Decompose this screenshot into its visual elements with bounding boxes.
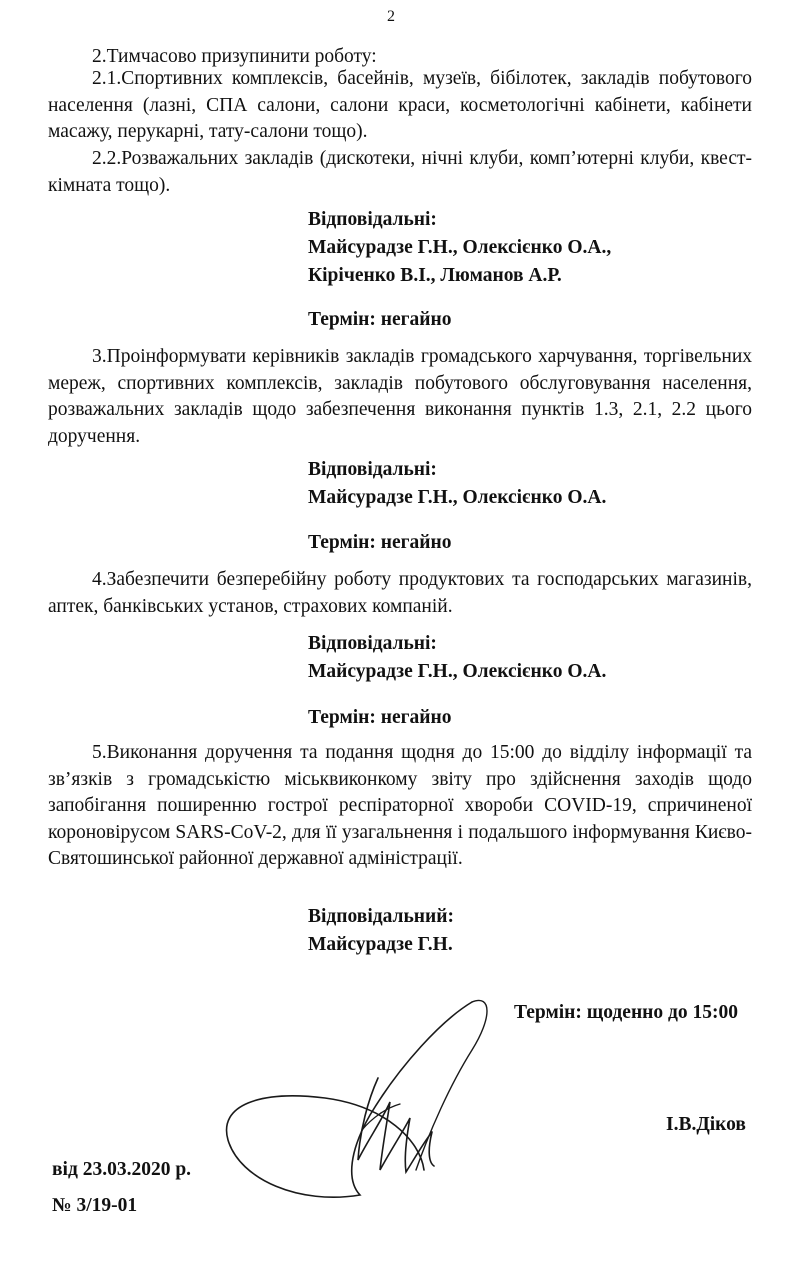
responsible-label: Відповідальні: [308,633,437,654]
item-2: 2.Тимчасово призупинити роботу: [92,46,377,67]
responsible-block-2 [308,456,606,512]
responsible-names: Майсурадзе Г.Н., Олексієнко О.А., [308,237,612,258]
deadline-2: Термін: негайно [308,532,452,553]
deadline-3: Термін: негайно [308,707,452,728]
responsible-names: Майсурадзе Г.Н. [308,934,453,955]
deadline-4: Термін: щоденно до 15:00 [514,1002,739,1023]
responsible-names: Кіріченко В.І., Люманов А.Р. [308,265,562,286]
document-number: № 3/19-01 [52,1195,138,1216]
item-3: 3.Проінформувати керівників закладів громадського харчування, торгівельних мереж, спортивних комплексів, закладів побутового обслуговування населення, розважальних закладів щодо забезпечення виконання пунктів 1.3, 2.1, 2.2 цього доручення. [48,346,752,447]
document-date: від 23.03.2020 р. [52,1159,192,1180]
page-number: 2 [387,8,395,25]
deadline-1: Термін: негайно [308,309,452,330]
responsible-label: Відповідальні: [308,209,437,230]
item-2-1: 2.1.Спортивних комплексів, басейнів, музеїв, бібілотек, закладів побутового населення (лазні, СПА салони, салони краси, косметологічні кабінети, кабінети масажу, перукарні, тату-салони тощо). [48,68,752,142]
responsible-label: Відповідальний: [308,906,454,927]
responsible-names: Майсурадзе Г.Н., Олексієнко О.А. [308,661,607,682]
responsible-block-3 [308,630,606,686]
item-4: 4.Забезпечити безперебійну роботу продуктових та господарських магазинів, аптек, банківських установ, страхових компаній. [48,569,752,617]
signatory-name: І.В.Діков [666,1114,746,1135]
responsible-block-1 [308,206,611,290]
item-2-2: 2.2.Розважальних закладів (дискотеки, нічні клуби, комп’ютерні клуби, квест-кімната тощо). [48,148,752,196]
responsible-label: Відповідальні: [308,459,437,480]
responsible-names: Майсурадзе Г.Н., Олексієнко О.А. [308,487,607,508]
responsible-block-4 [308,903,454,959]
item-5: 5.Виконання доручення та подання щодня до 15:00 до відділу інформації та зв’язків з громадськістю міськвиконкому звіту про здійснення заходів щодо запобігання поширенню гострої респіраторної хвороби COVID-19, спричиненої короновірусом SARS-CoV-2, для її узагальнення і подальшого інформування Києво-Святошинської районної державної адміністрації. [48,742,752,869]
signature [210,990,530,1220]
